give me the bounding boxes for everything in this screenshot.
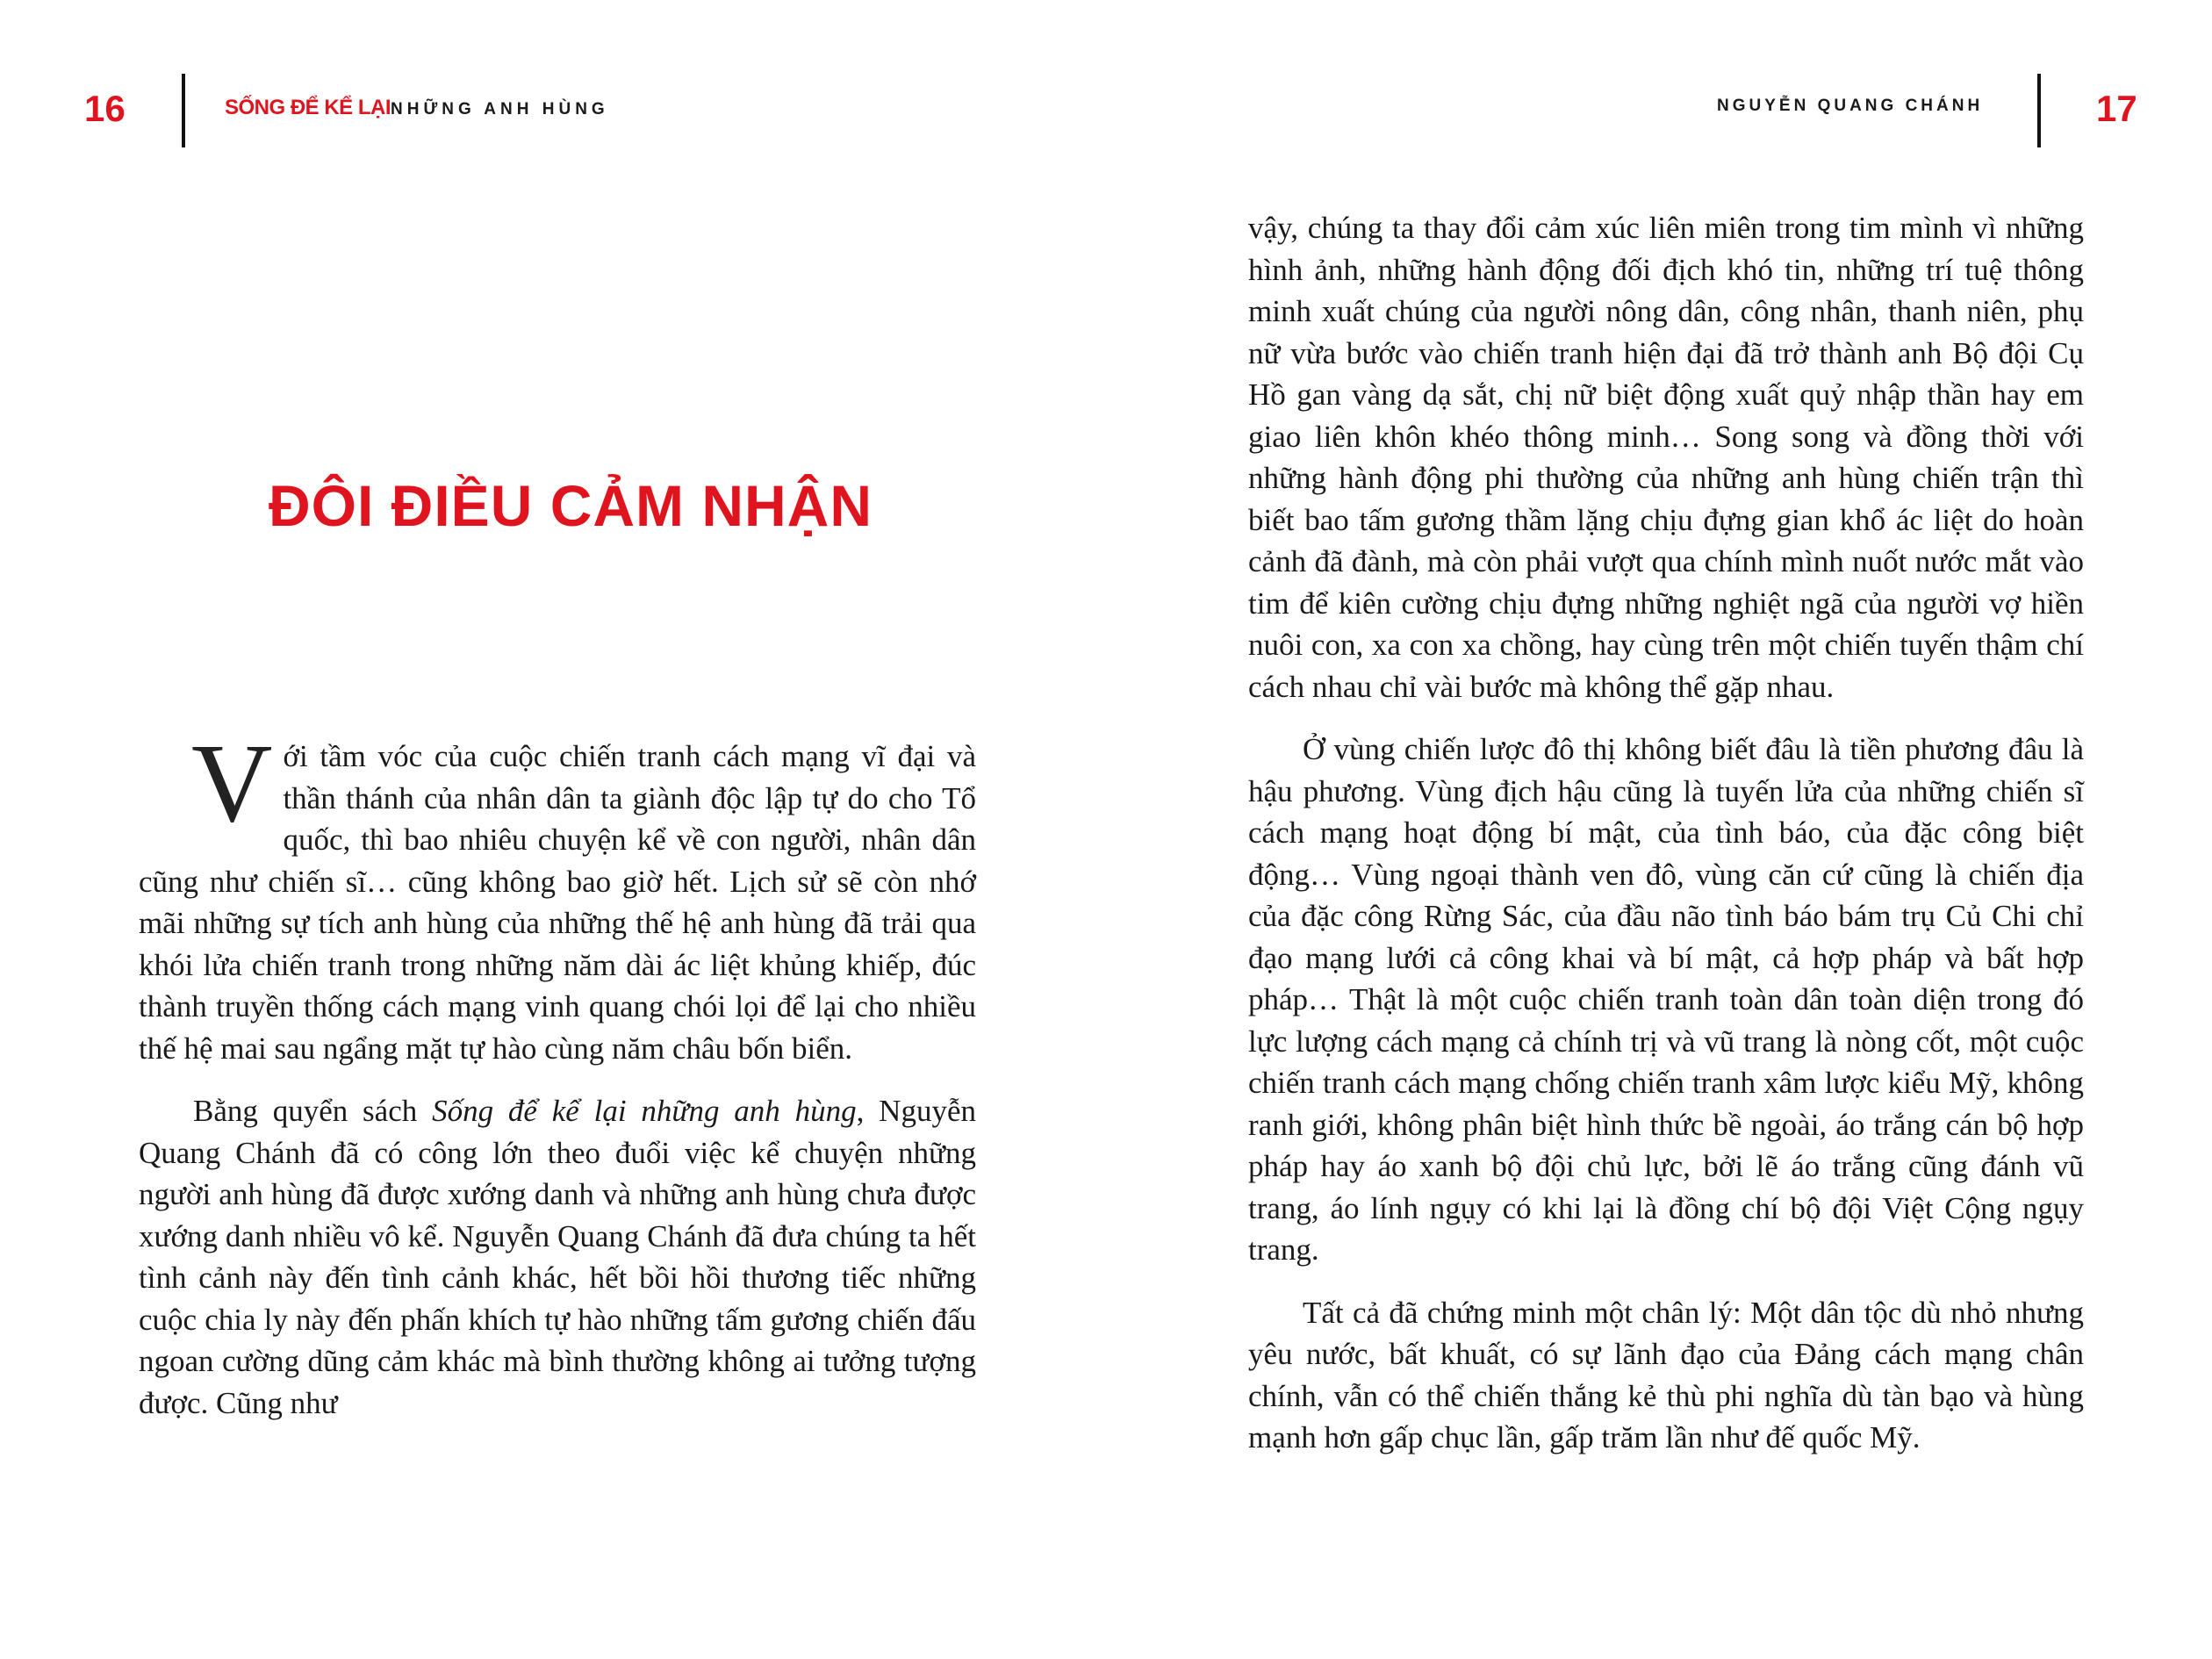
running-head-book-title: SỐNG ĐỂ KỂ LẠI bbox=[225, 96, 391, 119]
right-page bbox=[1106, 0, 2212, 1659]
paragraph: Ở vùng chiến lược đô thị không biết đâu là tiền phương đâu là hậu phương. Vùng địch hậu cũng là tuyến lửa của những chiến sĩ cách mạng hoạt động bí mật, của tình báo, của đặc công biệt động… Vùng ngoại thành ven đô, vùng căn cứ cũng là chiến địa của đặc công Rừng Sác, của đầu não tình báo bám trụ Củ Chi chỉ đạo mạng lưới cả công khai và bí mật, cả hợp pháp và bất hợp pháp… Thật là một cuộc chiến tranh toàn dân toàn diện trong đó lực lượng cách mạng cả chính trị và vũ trang là nòng cốt, một cuộc chiến tranh cách mạng chống chiến tranh xâm lược kiểu Mỹ, không ranh giới, không phân biệt hình thức bề ngoài, áo trắng cán bộ hợp pháp hay áo xanh bộ đội chủ lực, bởi lẽ áo trắng cũng đánh vũ trang, áo lính ngụy có khi lại là đồng chí bộ đội Việt Cộng ngụy trang. bbox=[1248, 732, 2084, 1267]
paragraph bbox=[139, 721, 976, 1069]
drop-cap: V bbox=[191, 721, 273, 845]
paragraph-text: , Nguyễn Quang Chánh đã có công lớn theo đuổi việc kể chuyện những người anh hùng đã được xướng danh và những anh hùng chưa được xướng danh nhiều vô kể. Nguyễn Quang Chánh đã đưa chúng ta hết tình cảnh này đến tình cảnh khác, hết bồi hồi thương tiếc những cuộc chia ly này đến phấn khích tự hào những tấm gương chiến đấu ngoan cường dũng cảm khác mà bình thường không ai tưởng tượng được. Cũng như bbox=[139, 1094, 976, 1420]
page-number-left: 16 bbox=[84, 88, 126, 129]
running-head-book-subtitle: NHỮNG ANH HÙNG bbox=[391, 100, 609, 118]
paragraph-text: Bằng quyển sách bbox=[193, 1094, 433, 1128]
paragraph: vậy, chúng ta thay đổi cảm xúc liên miên trong tim mình vì những hình ảnh, những hành động đối địch khó tin, những trí tuệ thông minh xuất chúng của người nông dân, công nhân, thanh niên, phụ nữ vừa bước vào chiến tranh hiện đại đã trở thành anh Bộ đội Cụ Hồ gan vàng dạ sắt, chị nữ biệt động xuất quỷ nhập thần hay em giao liên khôn khéo thông minh… Song song và đồng thời với những hành động phi thường của những anh hùng chiến trận thì biết bao tấm gương thầm lặng chịu đựng gian khổ ác liệt do hoàn cảnh đã đành, mà còn phải vượt qua chính mình nuốt nước mắt vào tim để kiên cường chịu đựng những nghiệt ngã của người vợ hiền nuôi con, xa con xa chồng, hay cùng trên một chiến tuyến thậm chí cách nhau chỉ vài bước mà không thể gặp nhau. bbox=[1248, 211, 2084, 704]
page-number-right: 17 bbox=[2096, 88, 2137, 129]
right-body-text bbox=[1248, 207, 2084, 1480]
book-title-italic: Sống để kể lại những anh hùng bbox=[432, 1094, 857, 1128]
running-head-left bbox=[225, 96, 609, 120]
header-divider-right bbox=[2037, 74, 2041, 147]
header-divider-left bbox=[182, 74, 185, 147]
running-head-author: NGUYỄN QUANG CHÁNH bbox=[1717, 97, 1984, 115]
paragraph: Tất cả đã chứng minh một chân lý: Một dân tộc dù nhỏ nhưng yêu nước, bất khuất, có sự lãnh đạo của Đảng cách mạng chân chính, vẫn có thể chiến thắng kẻ thù phi nghĩa dù tàn bạo và hùng mạnh hơn gấp chục lần, gấp trăm lần như đế quốc Mỹ. bbox=[1248, 1295, 2084, 1454]
chapter-title: ĐÔI ĐIỀU CẢM NHẬN bbox=[269, 473, 873, 538]
paragraph bbox=[139, 1090, 976, 1424]
left-body-text bbox=[139, 721, 976, 1445]
paragraph-text: ới tầm vóc của cuộc chiến tranh cách mạng vĩ đại và thần thánh của nhân dân ta giành độc lập tự do cho Tổ quốc, thì bao nhiêu chuyện kể về con người, nhân dân cũng như chiến sĩ… cũng không bao giờ hết. Lịch sử sẽ còn nhớ mãi những sự tích anh hùng của những thế hệ anh hùng đã trải qua khói lửa chiến tranh trong những năm dài ác liệt khủng khiếp, đúc thành truyền thống cách mạng vinh quang chói lọi để lại cho nhiều thế hệ mai sau ngẩng mặt tự hào cùng năm châu bốn biển. bbox=[139, 739, 976, 1066]
